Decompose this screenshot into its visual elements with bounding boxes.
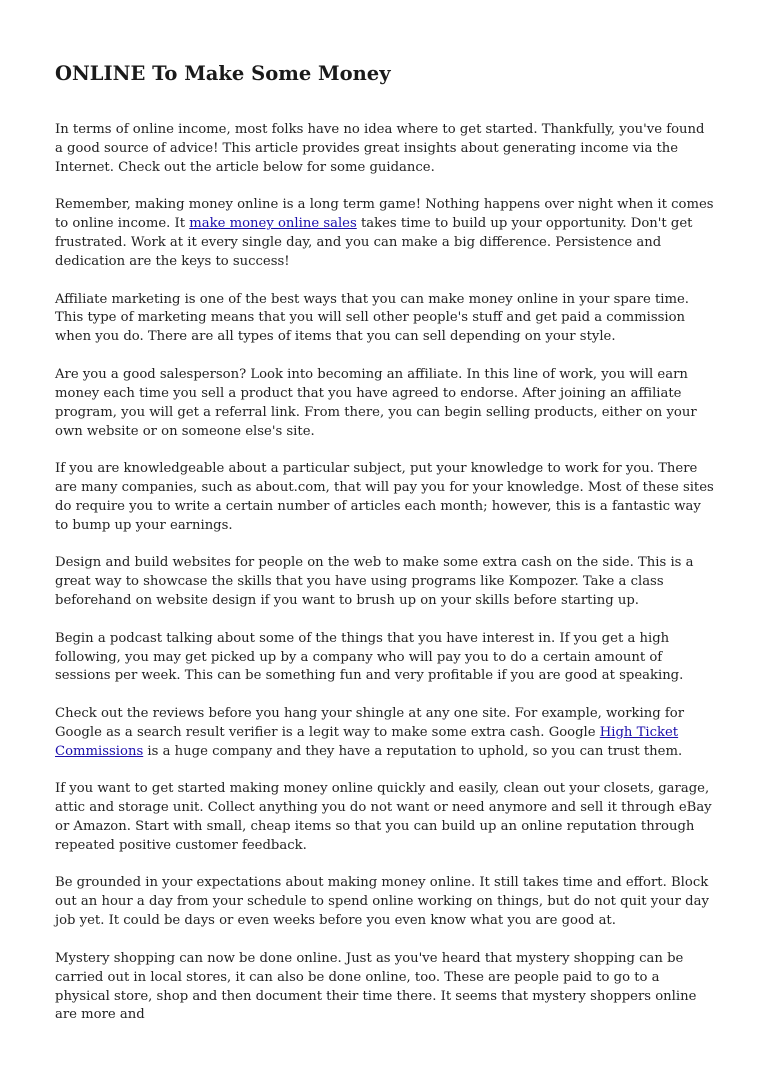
- high-ticket-commissions-link[interactable]: High Ticket Commissions: [55, 724, 679, 759]
- page-title: ONLINE To Make Some Money: [55, 62, 391, 85]
- paragraph-reviews: [55, 705, 715, 762]
- paragraph-affiliate-marketing: Affiliate marketing is one of the best ways that you can make money online in your spare time. This type of marketing means that you will sell other people's stuff and get paid a commission when you do. There are all types of items that you can sell depending on your style.: [55, 291, 689, 345]
- paragraph-intro: In terms of online income, most folks have no idea where to get started. Thankfully, you've found a good source of advice! This article provides great insights about generating income via the Internet. Check out the article below for some guidance.: [55, 122, 705, 175]
- paragraph-podcast: Begin a podcast talking about some of the things that you have interest in. If you get a high following, you may get picked up by a company who will pay you to do a certain amount of sessions per week. This can be something fun and very profitable if you are good at speaking.: [55, 630, 684, 684]
- paragraph-knowledgeable: If you are knowledgeable about a particular subject, put your knowledge to work for you. There are many companies, such as about.com, that will pay you for your knowledge. Most of these sites do require you to write a certain number of articles each month; however, this is a fantastic way to bump up your earnings.: [55, 461, 714, 533]
- paragraph-mystery-shopping: Mystery shopping can now be done online. Just as you've heard that mystery shopping can be carried out in local stores, it can also be done online, too. These are people paid to go to a physical store, shop and then document their time there. It seems that mystery shoppers online are more and: [55, 950, 697, 1023]
- paragraph-long-term-game: [55, 196, 715, 272]
- paragraph-text: is a huge company and they have a reputation to uphold, so you can trust them.: [143, 743, 683, 759]
- paragraph-salesperson: Are you a good salesperson? Look into becoming an affiliate. In this line of work, you will earn money each time you sell a product that you have agreed to endorse. After joining an affiliate program, you will get a referral link. From there, you can begin selling products, either on your own website or on someone else's site.: [55, 366, 697, 439]
- make-money-online-sales-link[interactable]: make money online sales: [189, 216, 357, 232]
- paragraph-text: Remember, making money online is a long term game! Nothing happens over night when it comes to online income. It: [55, 197, 714, 232]
- document-page: [55, 0, 715, 1025]
- paragraph-expectations: Be grounded in your expectations about making money online. It still takes time and effort. Block out an hour a day from your schedule to spend online working on things, but do not quit your day job yet. It could be days or even weeks before you even know what you are good at.: [55, 875, 709, 929]
- paragraph-clean-out: If you want to get started making money online quickly and easily, clean out your closets, garage, attic and storage unit. Collect anything you do not want or need anymore and sell it through eBay or Amazon. Start with small, cheap items so that you can build up an online reputation through repeated positive customer feedback.: [55, 781, 712, 853]
- paragraph-text: takes time to build up your opportunity. Don't get frustrated. Work at it every single day, and you can make a big difference. Persistence and dedication are the keys to success!: [55, 216, 693, 270]
- paragraph-websites: Design and build websites for people on the web to make some extra cash on the side. This is a great way to showcase the skills that you have using programs like Kompozer. Take a class beforehand on website design if you want to brush up on your skills before starting up.: [55, 555, 694, 609]
- paragraph-text: Check out the reviews before you hang your shingle at any one site. For example, working for Google as a search result verifier is a legit way to make some extra cash. Google: [55, 705, 684, 740]
